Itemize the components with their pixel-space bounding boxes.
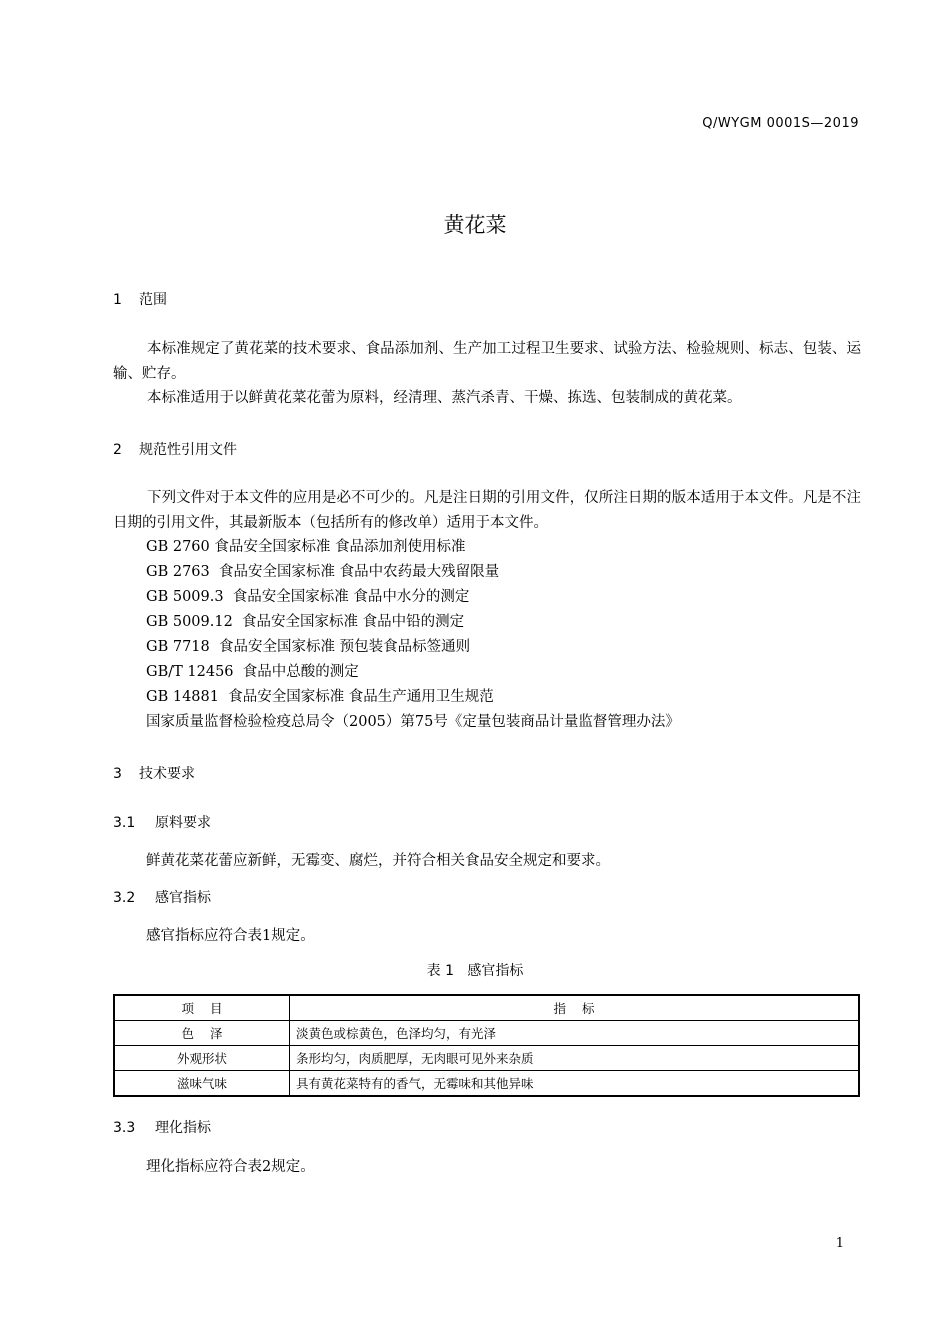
section-title: 感官指标 xyxy=(155,890,211,906)
table-header-row xyxy=(114,995,859,1021)
table-header-cell: 项 目 xyxy=(114,995,290,1021)
document-title: 黄花菜 xyxy=(443,213,507,237)
reference-item: GB 2763 食品安全国家标准 食品中农药最大残留限量 xyxy=(146,564,500,580)
table-cell: 淡黄色或棕黄色，色泽均匀，有光泽 xyxy=(290,1021,860,1046)
sensory-paragraph: 感官指标应符合表1规定。 xyxy=(146,928,315,944)
section-number: 3.3 xyxy=(113,1120,136,1136)
section-3-1-heading xyxy=(113,812,211,832)
table-caption: 表 1 感官指标 xyxy=(426,963,524,979)
reference-item: GB 7718 食品安全国家标准 预包装食品标签通则 xyxy=(146,639,471,655)
reference-item: GB 14881 食品安全国家标准 食品生产通用卫生规范 xyxy=(146,689,494,705)
section-number: 1 xyxy=(113,292,122,308)
section-3-2-heading xyxy=(113,887,211,907)
table-header-cell: 指 标 xyxy=(290,995,860,1021)
table-cell: 外观形状 xyxy=(114,1046,290,1071)
reference-item: GB 2760 食品安全国家标准 食品添加剂使用标准 xyxy=(146,539,466,555)
raw-material-paragraph: 鲜黄花菜花蕾应新鲜，无霉变、腐烂，并符合相关食品安全规定和要求。 xyxy=(146,853,610,869)
reference-item: GB 5009.3 食品安全国家标准 食品中水分的测定 xyxy=(146,589,470,605)
section-3-heading xyxy=(113,763,195,783)
table-cell: 色 泽 xyxy=(114,1021,290,1046)
section-title: 理化指标 xyxy=(155,1120,211,1136)
table-cell: 滋味气味 xyxy=(114,1071,290,1097)
page-number: 1 xyxy=(835,1236,844,1251)
table-row xyxy=(114,1046,859,1071)
table-cell: 条形均匀，肉质肥厚，无肉眼可见外来杂质 xyxy=(290,1046,860,1071)
section-1-heading xyxy=(113,289,167,309)
table-row xyxy=(114,1021,859,1046)
reference-item: GB/T 12456 食品中总酸的测定 xyxy=(146,664,359,680)
section-number: 3 xyxy=(113,766,122,782)
table-row xyxy=(114,1071,859,1097)
scope-paragraph-1: 本标准规定了黄花菜的技术要求、食品添加剂、生产加工过程卫生要求、试验方法、检验规则、标志、包装、运输、贮存。 xyxy=(113,341,861,382)
section-title: 技术要求 xyxy=(139,766,195,782)
reference-item: 国家质量监督检验检疫总局令（2005）第75号《定量包装商品计量监督管理办法》 xyxy=(146,714,680,730)
reference-item: GB 5009.12 食品安全国家标准 食品中铅的测定 xyxy=(146,614,465,630)
section-title: 规范性引用文件 xyxy=(139,442,237,458)
section-2-heading xyxy=(113,439,237,459)
section-number: 3.1 xyxy=(113,815,136,831)
section-3-3-heading xyxy=(113,1117,211,1137)
section-number: 3.2 xyxy=(113,890,136,906)
sensory-table xyxy=(113,994,860,1097)
references-intro-paragraph: 下列文件对于本文件的应用是必不可少的。凡是注日期的引用文件，仅所注日期的版本适用于本文件。凡是不注日期的引用文件，其最新版本（包括所有的修改单）适用于本文件。 xyxy=(113,490,861,531)
physicochemical-paragraph: 理化指标应符合表2规定。 xyxy=(146,1159,315,1175)
section-title: 原料要求 xyxy=(155,815,211,831)
section-title: 范围 xyxy=(139,292,167,308)
section-number: 2 xyxy=(113,442,122,458)
table-cell: 具有黄花菜特有的香气，无霉味和其他异味 xyxy=(290,1071,860,1097)
scope-paragraph-2: 本标准适用于以鲜黄花菜花蕾为原料，经清理、蒸汽杀青、干燥、拣选、包装制成的黄花菜。 xyxy=(147,390,742,406)
document-number: Q/WYGM 0001S—2019 xyxy=(702,116,859,131)
